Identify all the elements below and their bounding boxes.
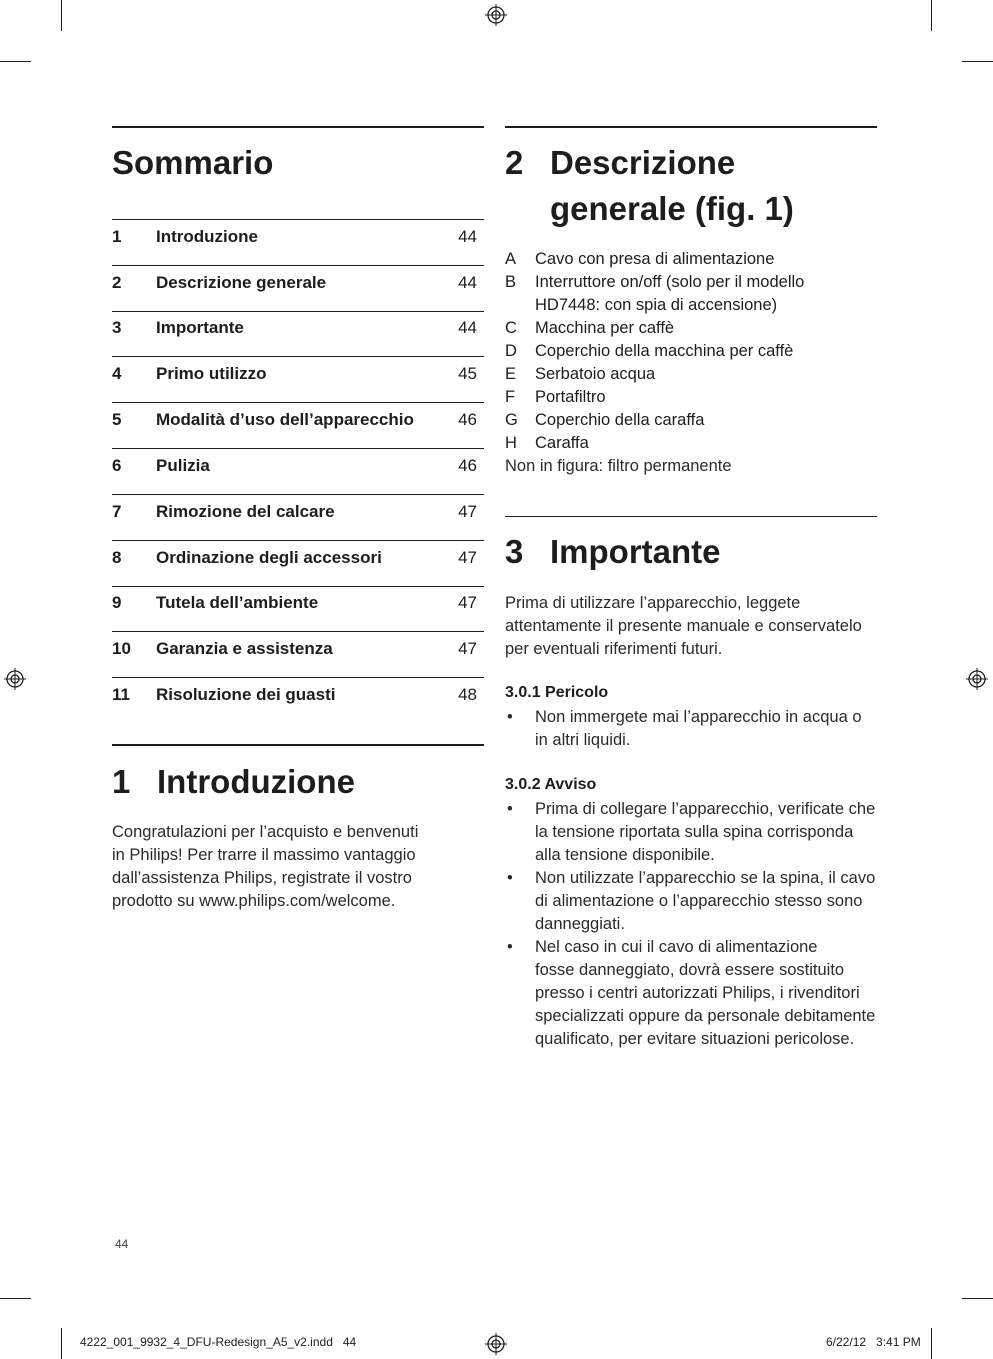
section-number: 1: [112, 763, 131, 800]
part-text: Serbatoio acqua: [535, 365, 656, 383]
text-line: alla tensione disponibile.: [535, 846, 715, 864]
part-text: Interruttore on/off (solo per il modello HD7448: con spia di accensione): [535, 273, 805, 314]
toc-row[interactable]: [112, 495, 484, 541]
text-line: attentamente il presente manuale e conservatelo: [505, 617, 862, 635]
subsection-heading: 3.0.2 Avviso: [505, 776, 597, 793]
toc-entry-title: Ordinazione degli accessori: [156, 548, 382, 567]
registration-mark-icon: [4, 668, 26, 690]
text-line: specializzati oppure da personale debitamente: [535, 1007, 876, 1025]
toc-page: 47: [458, 502, 477, 521]
toc-page: 44: [458, 273, 477, 292]
toc-entry-title: Primo utilizzo: [156, 364, 267, 383]
toc-page: 44: [458, 318, 477, 337]
bullet-item: [505, 936, 881, 1051]
toc-row[interactable]: [112, 403, 484, 449]
subsection-heading: 3.0.1 Pericolo: [505, 684, 609, 701]
crop-mark: [61, 1328, 62, 1359]
toc-number: 3: [112, 318, 122, 337]
part-text: Cavo con presa di alimentazione: [535, 250, 775, 268]
part-text: Coperchio della caraffa: [535, 411, 705, 429]
section-title-continued: generale (fig. 1): [550, 190, 794, 227]
toc-page: 45: [458, 364, 477, 383]
toc-entry-title: Risoluzione dei guasti: [156, 685, 336, 704]
part-item: [505, 317, 877, 340]
toc-row[interactable]: [112, 220, 484, 266]
part-letter: D: [505, 342, 517, 360]
text-line: Non utilizzate l’apparecchio se la spina, il cavo: [535, 869, 876, 887]
text-line: danneggiati.: [535, 915, 625, 933]
text-line: di alimentazione o l’apparecchio stesso sono: [535, 892, 863, 910]
toc-entry-title: Pulizia: [156, 456, 210, 475]
bullet-item: [505, 867, 881, 936]
toc-number: 7: [112, 502, 122, 521]
part-item: [505, 271, 877, 317]
part-letter: B: [505, 273, 517, 291]
toc-page: 47: [458, 639, 477, 658]
figure-note: Non in figura: filtro permanente: [505, 457, 732, 475]
text-line: Prima di collegare l’apparecchio, verificate che: [535, 800, 876, 818]
crop-mark: [61, 0, 62, 31]
text-line: Congratulazioni per l’acquisto e benvenuti: [112, 823, 419, 841]
bullet-icon: •: [507, 708, 513, 726]
toc-page: 48: [458, 685, 477, 704]
registration-mark-icon: [966, 668, 988, 690]
text-line: Prima di utilizzare l’apparecchio, leggete: [505, 594, 801, 612]
text-line: qualificato, per evitare situazioni pericolose.: [535, 1030, 855, 1048]
toc-entry-title: Importante: [156, 318, 244, 337]
text-line: Non immergete mai l’apparecchio in acqua o: [535, 708, 862, 726]
toc-page: 47: [458, 593, 477, 612]
part-text: Coperchio della macchina per caffè: [535, 342, 794, 360]
part-text: Macchina per caffè: [535, 319, 675, 337]
toc-page: 46: [458, 456, 477, 475]
toc-row[interactable]: [112, 357, 484, 403]
part-text: Caraffa: [535, 434, 589, 452]
section-title: Descrizione: [550, 144, 736, 181]
toc-page: 47: [458, 548, 477, 567]
slug-filename: 4222_001_9932_4_DFU-Redesign_A5_v2.indd 44: [80, 1335, 357, 1349]
toc-row[interactable]: [112, 632, 484, 678]
toc-page: 44: [458, 227, 477, 246]
text-line: Nel caso in cui il cavo di alimentazione: [535, 938, 818, 956]
text-line: dall’assistenza Philips, registrate il vostro: [112, 869, 412, 887]
bullet-icon: •: [507, 869, 513, 887]
registration-mark-icon: [485, 4, 507, 26]
bullet-icon: •: [507, 800, 513, 818]
toc-number: 1: [112, 227, 122, 246]
bullet-icon: •: [507, 938, 513, 956]
part-item: [505, 409, 877, 432]
toc-entry-title: Rimozione del calcare: [156, 502, 335, 521]
important-paragraph: [505, 592, 885, 661]
crop-mark: [0, 61, 31, 62]
section-rule: [505, 516, 877, 517]
intro-paragraph: [112, 821, 484, 913]
part-letter: A: [505, 250, 517, 268]
toc-number: 11: [112, 685, 130, 704]
text-line: in altri liquidi.: [535, 731, 631, 749]
toc-row[interactable]: [112, 541, 484, 587]
section-title: Importante: [550, 533, 721, 570]
slug-timestamp: 6/22/12 3:41 PM: [826, 1335, 921, 1349]
part-letter: F: [505, 388, 516, 406]
toc-entry-title: Tutela dell’ambiente: [156, 593, 319, 612]
part-letter: C: [505, 319, 517, 337]
toc-number: 8: [112, 548, 122, 567]
toc-page: 46: [458, 410, 477, 429]
toc-entry-title: Introduzione: [156, 227, 258, 246]
toc-row[interactable]: [112, 311, 484, 357]
crop-mark: [931, 0, 932, 31]
toc-number: 5: [112, 410, 122, 429]
crop-mark: [962, 1298, 993, 1299]
toc-entry-title: Descrizione generale: [156, 273, 327, 292]
registration-mark-icon: [485, 1333, 507, 1355]
part-letter: E: [505, 365, 517, 383]
toc-number: 6: [112, 456, 122, 475]
bullet-item: [505, 798, 881, 867]
part-item: [505, 363, 877, 386]
crop-mark: [931, 1328, 932, 1359]
part-item: [505, 386, 877, 409]
toc-title: Sommario: [112, 144, 274, 181]
toc-row[interactable]: [112, 586, 484, 632]
section-rule: [112, 744, 484, 746]
section-rule: [505, 126, 877, 128]
page-number: 44: [115, 1237, 129, 1251]
toc-number: 9: [112, 593, 122, 612]
part-letter: H: [505, 434, 517, 452]
toc-entry-title: Garanzia e assistenza: [156, 639, 333, 658]
crop-mark: [0, 1298, 31, 1299]
danger-list: [505, 706, 881, 752]
part-item: [505, 340, 877, 363]
text-line: presso i centri autorizzati Philips, i rivenditori: [535, 984, 860, 1002]
toc-number: 4: [112, 364, 122, 383]
section-number: 2: [505, 144, 524, 181]
part-item: [505, 432, 877, 455]
toc-entry-title: Modalità d’uso dell’apparecchio: [156, 410, 414, 429]
text-line: per eventuali riferimenti futuri.: [505, 640, 723, 658]
part-item: [505, 248, 877, 271]
toc-row[interactable]: [112, 266, 484, 312]
section-rule: [112, 126, 484, 128]
toc-row[interactable]: [112, 678, 484, 724]
section-title: Introduzione: [157, 763, 355, 800]
parts-list: [505, 248, 877, 478]
text-line: fosse danneggiato, dovrà essere sostituito: [535, 961, 845, 979]
toc-number: 10: [112, 639, 131, 658]
text-line: prodotto su www.philips.com/welcome.: [112, 892, 396, 910]
crop-mark: [962, 61, 993, 62]
part-letter: G: [505, 411, 518, 429]
toc-number: 2: [112, 273, 122, 292]
section-number: 3: [505, 533, 524, 570]
warning-list: [505, 798, 881, 1051]
part-text: Portafiltro: [535, 388, 606, 406]
text-line: la tensione riportata sulla spina corrisponda: [535, 823, 854, 841]
bullet-item: [505, 706, 881, 752]
text-line: in Philips! Per trarre il massimo vantaggio: [112, 846, 416, 864]
toc-row[interactable]: [112, 449, 484, 495]
